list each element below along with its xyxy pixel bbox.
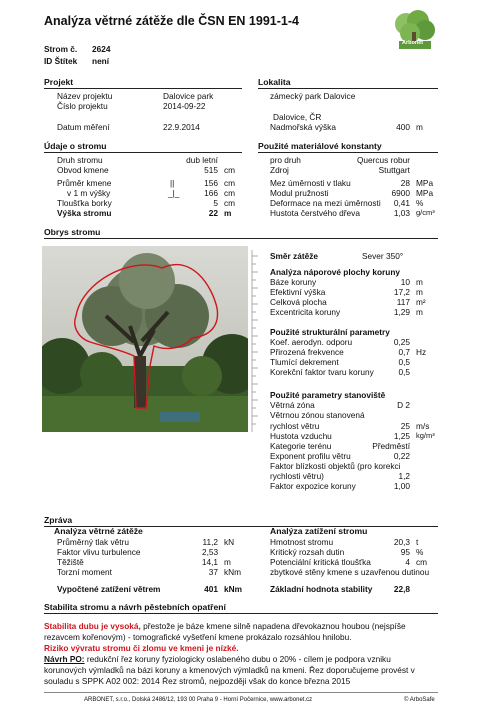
page-title: Analýza větrné zátěže dle ČSN EN 1991-1-4 <box>44 14 299 28</box>
tree-no-label: Strom č. <box>44 44 78 54</box>
report-right-unit: t <box>416 537 419 547</box>
structural-row-value: 0,5 <box>398 367 410 377</box>
stability-heading: Stabilita stromu a návrh pěstebních opatření <box>44 602 226 612</box>
material-row-unit: MPa <box>416 188 434 198</box>
report-left-label: Těžiště <box>57 557 84 567</box>
height-value: 22 <box>208 208 218 218</box>
circ-value: 515 <box>204 165 218 175</box>
speed-label-1: Větrnou zónou stanovená <box>270 410 365 420</box>
report-left-label: Torzní moment <box>57 567 112 577</box>
locality-line2: Dalovice, ČR <box>273 112 322 122</box>
crown-row-value: 10 <box>400 277 410 287</box>
diam-unit-2: cm <box>224 188 236 198</box>
report-left-value: 11,2 <box>202 537 218 547</box>
speed-unit: m/s <box>416 421 430 431</box>
stability-paragraph-1-line-2: rezavcem kořenovým) - tomografické vyšetření kmene prokázalo rozsáhlou hnilobu. <box>44 632 352 642</box>
proposal-line-3: souladu s SPPK A02 002: 2014 Řez stromů, nejpozději však do konce března 2015 <box>44 676 351 686</box>
outline-heading: Obrys stromu <box>44 227 101 237</box>
base-stability-value: 22,8 <box>393 584 410 594</box>
proximity-value: 1,2 <box>398 471 410 481</box>
crown-row-unit: m <box>416 287 423 297</box>
diam-value-2: 166 <box>204 188 218 198</box>
material-for-value: Quercus robur <box>356 155 410 165</box>
footer-brand: © ArboSafe <box>404 697 435 703</box>
terrain-value: Předměstí <box>372 441 410 451</box>
report-heading: Zpráva <box>44 515 73 525</box>
exponent-label: Exponent profilu větru <box>270 451 351 461</box>
report-left-unit: kNm <box>224 567 242 577</box>
proximity-label-2: rychlosti větru) <box>270 471 324 481</box>
crown-exposure-value: 1,00 <box>393 481 410 491</box>
zone-value: D 2 <box>397 400 410 410</box>
material-row-value: 28 <box>400 178 410 188</box>
crown-row-label: Báze koruny <box>270 277 317 287</box>
report-right-note: zbytkové stěny kmene s uzavřenou dutinou <box>270 567 430 577</box>
report-left-value: 37 <box>208 567 218 577</box>
tree-photo <box>42 246 248 432</box>
bark-unit: cm <box>224 198 236 208</box>
speed-value: 25 <box>400 421 410 431</box>
measure-date-value: 22.9.2014 <box>163 122 200 132</box>
site-heading: Použité parametry stanoviště <box>270 390 386 400</box>
risk-statement: Riziko vývratu stromu či zlomu ve kmeni je nízké. <box>44 643 239 653</box>
altitude-unit: m <box>416 122 423 132</box>
report-right-unit: cm <box>416 557 428 567</box>
report-left-value: 14,1 <box>201 557 218 567</box>
diam-symbol-1: || <box>170 178 175 188</box>
circ-unit: cm <box>224 165 236 175</box>
crown-row-value: 17,2 <box>393 287 410 297</box>
material-source-value: Stuttgart <box>378 165 410 175</box>
project-name-value: Dalovice park <box>163 91 214 101</box>
structural-row-label: Koef. aerodyn. odporu <box>270 337 353 347</box>
crown-heading: Analýza náporové plochy koruny <box>270 267 401 277</box>
measure-date-label: Datum měření <box>57 122 110 132</box>
proposal-paragraph <box>44 654 391 664</box>
proposal-line-2: korunových výmladků na bázi koruny a kmenových výmladků na kmeni. Řez doporučujeme provést v <box>44 665 415 675</box>
material-row-value: 6900 <box>391 188 410 198</box>
material-row-value: 0,41 <box>393 198 410 208</box>
height-unit: m <box>224 208 232 218</box>
report-right-label: Hmotnost stromu <box>270 537 334 547</box>
material-row-label: Modul pružnosti <box>270 188 329 198</box>
report-left-label: Faktor vlivu turbulence <box>57 547 141 557</box>
material-row-label: Mez úměrnosti v tlaku <box>270 178 351 188</box>
logo-text: Arbonet <box>402 40 424 46</box>
report-right-unit: % <box>416 547 424 557</box>
air-density-unit: kg/m³ <box>416 431 435 440</box>
diam-value-1: 156 <box>204 178 218 188</box>
id-value: není <box>92 56 110 66</box>
report-right-value: 4 <box>405 557 410 567</box>
project-heading: Projekt <box>44 77 74 87</box>
report-right-label: Kritický rozsah dutin <box>270 547 345 557</box>
stability-paragraph-1 <box>44 621 406 631</box>
bark-value: 5 <box>213 198 218 208</box>
proposal-text: redukční řez koruny fyziologicky oslabeného dubu o 20% - cílem je podpora vzniku <box>84 654 391 664</box>
air-density-value: 1,25 <box>393 431 410 441</box>
crown-row-unit: m <box>416 277 423 287</box>
crown-exposure-label: Faktor expozice koruny <box>270 481 356 491</box>
project-number-label: Číslo projektu <box>57 101 108 111</box>
crown-row-unit: m² <box>416 297 426 307</box>
report-left-unit: m <box>224 557 231 567</box>
crown-row-label: Celková plocha <box>270 297 327 307</box>
wind-direction-label: Směr zátěže <box>270 251 318 261</box>
altitude-label: Nadmořská výška <box>270 122 336 132</box>
footer-company: ARBONET, s.r.o., Dolská 2486/12, 193 00 Praha 9 - Horní Počernice, www.arbonet.cz <box>84 697 313 703</box>
report-right-label: Potenciální kritická tloušťka <box>270 557 371 567</box>
report-right-value: 95 <box>400 547 410 557</box>
material-row-label: Deformace na mezi úměrnosti <box>270 198 381 208</box>
structural-row-label: Přirozená frekvence <box>270 347 344 357</box>
project-number-value: 2014-09-22 <box>163 101 206 111</box>
altitude-value: 400 <box>396 122 410 132</box>
proposal-label: Návrh PO: <box>44 654 85 664</box>
material-source-label: Zdroj <box>270 165 289 175</box>
crown-row-value: 117 <box>396 297 410 307</box>
crown-row-value: 1,29 <box>393 307 410 317</box>
report-left-label: Průměrný tlak větru <box>57 537 129 547</box>
locality-line1: zámecký park Dalovice <box>270 91 356 101</box>
report-left-value: 2,53 <box>202 547 219 557</box>
structural-row-label: Tlumící dekrement <box>270 357 339 367</box>
diam-unit-1: cm <box>224 178 236 188</box>
proximity-label-1: Faktor blízkosti objektů (pro korekci <box>270 461 401 471</box>
material-row-unit: % <box>416 198 424 208</box>
diam-symbol-2: _|_ <box>168 188 180 198</box>
material-row-label: Hustota čerstvého dřeva <box>270 208 360 218</box>
structural-row-value: 0,7 <box>398 347 410 357</box>
structural-heading: Použité strukturální parametry <box>270 327 390 337</box>
project-name-label: Název projektu <box>57 91 113 101</box>
id-label: ID Štítek <box>44 56 78 66</box>
circ-label: Obvod kmene <box>57 165 109 175</box>
structural-row-label: Korekční faktor tvaru koruny <box>270 367 374 377</box>
structural-row-value: 0,25 <box>393 337 410 347</box>
structural-row-value: 0,5 <box>398 357 410 367</box>
species-label: Druh stromu <box>57 155 103 165</box>
height-label: Výška stromu <box>57 208 112 218</box>
report-left-unit: kN <box>224 537 235 547</box>
air-density-label: Hustota vzduchu <box>270 431 332 441</box>
calc-load-value: 401 <box>204 584 218 594</box>
terrain-label: Kategorie terénu <box>270 441 332 451</box>
exponent-value: 0,22 <box>393 451 410 461</box>
report-right-value: 20,3 <box>393 537 410 547</box>
height-scale <box>250 250 264 432</box>
material-row-value: 1,03 <box>393 208 410 218</box>
crown-row-label: Excentricita koruny <box>270 307 341 317</box>
crown-row-label: Efektivní výška <box>270 287 326 297</box>
tree-load-heading: Analýza zatížení stromu <box>270 526 368 536</box>
species-value: dub letní <box>186 155 218 165</box>
crown-row-unit: m <box>416 307 423 317</box>
material-row-unit: MPa <box>416 178 434 188</box>
tree-no: 2624 <box>92 44 111 54</box>
locality-heading: Lokalita <box>258 77 291 87</box>
stability-verdict: Stabilita dubu je vysoká, <box>44 621 141 631</box>
material-for-label: pro druh <box>270 155 301 165</box>
bark-label: Tloušťka borky <box>57 198 112 208</box>
diam-sub-label: v 1 m výšky <box>67 188 111 198</box>
diam-label: Průměr kmene <box>57 178 112 188</box>
wind-direction-value: Sever 350° <box>362 251 404 261</box>
stability-text: přestože je báze kmene silně napadena dřevokaznou houbou (nejspíše <box>140 621 406 631</box>
calc-load-label: Vypočtené zatížení větrem <box>57 584 161 594</box>
zone-label: Větrná zóna <box>270 400 315 410</box>
tree-data-heading: Údaje o stromu <box>44 141 107 151</box>
material-row-unit: g/cm³ <box>416 208 435 217</box>
material-heading: Použité materiálové konstanty <box>258 141 382 151</box>
structural-row-unit: Hz <box>416 347 427 357</box>
base-stability-label: Základní hodnota stability <box>270 584 373 594</box>
calc-load-unit: kNm <box>224 584 242 594</box>
wind-load-heading: Analýza větrné zátěže <box>54 526 143 536</box>
speed-label-2: rychlost větru <box>270 421 320 431</box>
